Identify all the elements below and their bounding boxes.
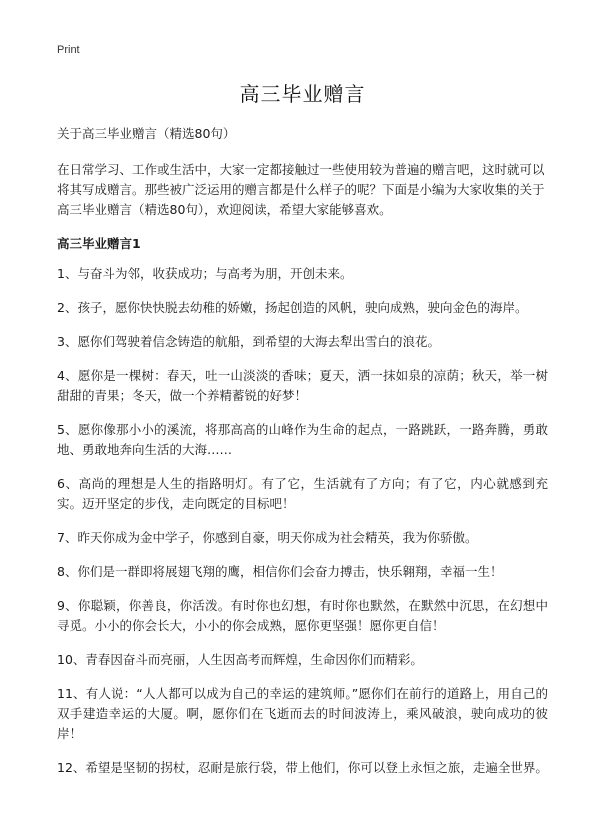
page-title: 高三毕业赠言 xyxy=(239,82,366,106)
quote-item: 3、愿你们驾驶着信念铸造的航船，到希望的大海去犁出雪白的浪花。 xyxy=(57,333,440,349)
quote-list xyxy=(57,264,548,778)
quote-item: 4、愿你是一棵树：春天，吐一山淡淡的香味；夏天，洒一抹如泉的凉荫；秋天，举一树甜甜的青果；冬天，做一个养精蓄锐的好梦！ xyxy=(57,367,548,403)
quote-item: 12、希望是坚韧的拐杖，忍耐是旅行袋，带上他们，你可以登上永恒之旅，走遍全世界。 xyxy=(57,759,548,775)
quote-item: 6、高尚的理想是人生的指路明灯。有了它，生活就有了方向；有了它，内心就感到充实。迈开坚定的步伐，走向既定的目标吧！ xyxy=(57,475,548,511)
quote-item: 9、你聪颖，你善良，你活泼。有时你也幻想，有时你也默然，在默然中沉思，在幻想中寻觅。小小的你会长大，小小的你会成熟，愿你更坚强！愿你更自信！ xyxy=(57,597,548,633)
print-link[interactable]: Print xyxy=(57,44,80,56)
quote-item: 5、愿你像那小小的溪流，将那高高的山峰作为生命的起点，一路跳跃，一路奔腾，勇敢地、勇敢地奔向生活的大海…… xyxy=(57,421,548,457)
subtitle: 关于高三毕业赠言（精选80句） xyxy=(57,126,236,141)
quote-item: 2、孩子，愿你快快脱去幼稚的娇嫩，扬起创造的风帆，驶向成熟，驶向金色的海岸。 xyxy=(57,299,528,315)
quote-item: 7、昨天你成为金中学子，你感到自豪，明天你成为社会精英，我为你骄傲。 xyxy=(57,529,478,545)
intro-paragraph: 在日常学习、工作或生活中，大家一定都接触过一些使用较为普遍的赠言吧，这时就可以将其写成赠言。那些被广泛运用的赠言都是什么样子的呢？下面是小编为大家收集的关于高三毕业赠言（精选80句），欢迎阅读，希望大家能够喜欢。 xyxy=(57,161,545,217)
quote-item: 1、与奋斗为邻，收获成功；与高考为朋，开创未来。 xyxy=(57,265,353,281)
quote-item: 11、有人说：“人人都可以成为自己的幸运的建筑师。”愿你们在前行的道路上，用自己的双手建造幸运的大厦。啊，愿你们在飞逝而去的时间波涛上，乘风破浪，驶向成功的彼岸！ xyxy=(57,685,548,741)
quote-item: 8、你们是一群即将展翅飞翔的鹰，相信你们会奋力搏击，快乐翱翔，幸福一生！ xyxy=(57,563,503,579)
section-heading: 高三毕业赠言1 xyxy=(57,235,141,251)
quote-item: 10、青春因奋斗而亮丽，人生因高考而辉煌，生命因你们而精彩。 xyxy=(57,651,423,667)
